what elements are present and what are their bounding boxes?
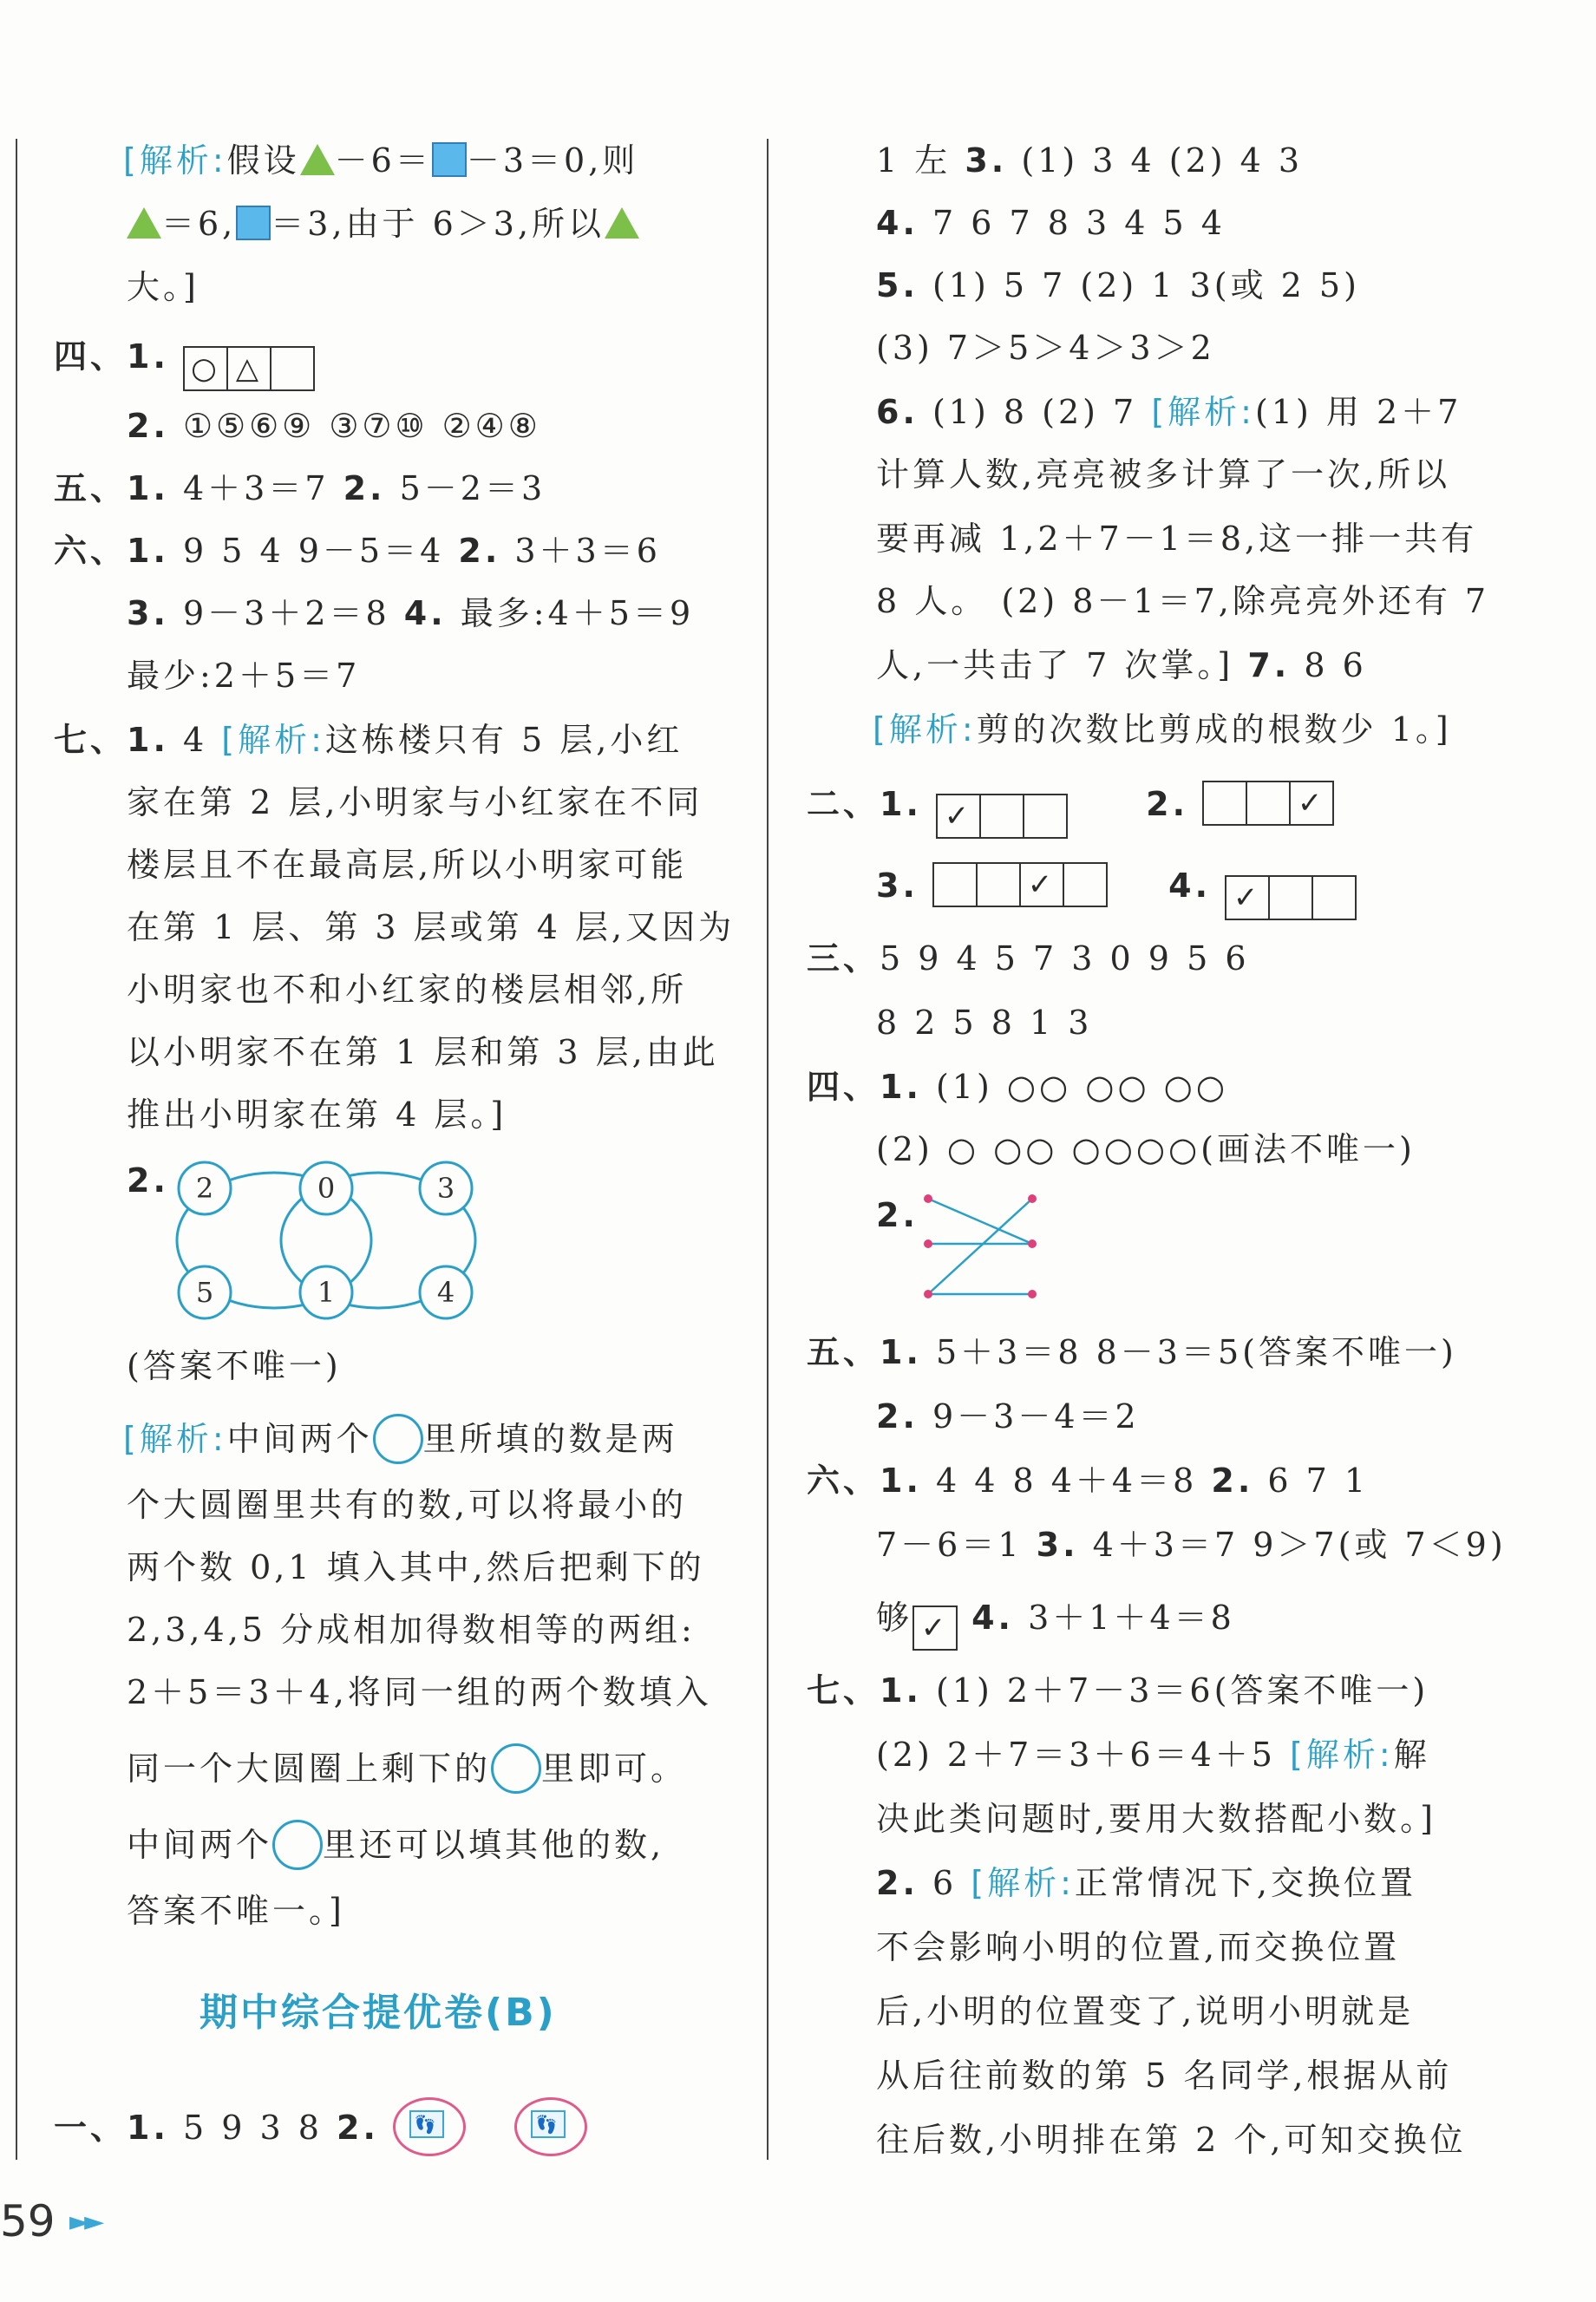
s7-line-2: 家在第 2 层,小明家与小红家在不同 [127, 783, 703, 821]
matching-lines-diagram [919, 1188, 1050, 1310]
check-box [1268, 875, 1313, 920]
check-boxes [1225, 875, 1355, 920]
e7-line-2: (2) 2＋7＝3＋6＝4＋5 [解析:解 [876, 1736, 1430, 1774]
triangle-icon [605, 207, 639, 239]
answer-box: ○ [183, 346, 228, 391]
connect-dot [1028, 1290, 1037, 1298]
connect-line [928, 1199, 1032, 1294]
section-4-1: 四、1. ○ △ [54, 335, 313, 391]
r-line-8: 8 人。 (2) 8－1＝7,除亮亮外还有 7 [876, 582, 1490, 620]
section-5: 五、1. 4＋3＝7 2. 5－2＝3 [54, 469, 546, 507]
explain-line-2: 个大圆圈里共有的数,可以将最小的 [127, 1486, 688, 1524]
connect-dot [924, 1290, 932, 1298]
e4-line-1: 四、1. (1) ○○ ○○ ○○ [807, 1068, 1228, 1106]
connect-dot [924, 1194, 932, 1203]
check-box [1246, 781, 1291, 826]
r-line-3: 5. (1) 5 7 (2) 1 3(或 2 5) [876, 266, 1360, 304]
e3-line-2: 8 2 5 8 1 3 [876, 1004, 1093, 1042]
r-line-9: 人,一共击了 7 次掌。] 7. 8 6 [876, 646, 1367, 684]
e2-row-2: 3. ✓ 4. ✓ [876, 862, 1355, 920]
analysis-tag: [解析: [123, 1420, 227, 1458]
empty-circle-icon [272, 1820, 323, 1870]
r-line-6: 计算人数,亮亮被多计算了一次,所以 [876, 455, 1451, 494]
e2-row-1: 二、1. ✓ 2. ✓ [807, 781, 1332, 839]
s7-2-label: 2. [127, 1161, 169, 1200]
e7-line-4: 2. 6 [解析:正常情况下,交换位置 [876, 1864, 1416, 1902]
diagram-number: 3 [436, 1172, 455, 1205]
check-boxes [936, 794, 1066, 839]
e4-2-label: 2. [876, 1196, 919, 1234]
r-line-2: 4. 7 6 7 8 3 4 5 4 [876, 204, 1226, 242]
page-number: 59 [0, 2196, 56, 2246]
check-boxes [1202, 781, 1332, 826]
section-6: 六、1. 9 5 4 9－5＝4 2. 3＋3＝6 [54, 532, 661, 570]
circle-number-diagram [170, 1154, 482, 1327]
check-box: ✓ [1225, 875, 1270, 920]
column-divider-line [767, 139, 769, 2160]
analysis-tag: [解析: [123, 141, 227, 180]
section-title: 期中综合提优卷(B) [200, 1991, 557, 2035]
b-section-1: 一、1. 5 9 3 8 2. 👣 👣 [54, 2097, 587, 2156]
empty-circle-icon [491, 1743, 541, 1794]
diagram-number: 4 [436, 1276, 455, 1309]
connect-dot [1028, 1194, 1037, 1203]
r-line-7: 要再减 1,2＋7－1＝8,这一排一共有 [876, 520, 1478, 558]
e7-line-8: 往后数,小明排在第 2 个,可知交换位 [876, 2121, 1467, 2159]
explain-line-3: 两个数 0,1 填入其中,然后把剩下的 [127, 1548, 705, 1586]
answer-box: △ [226, 346, 271, 391]
s7-line-6: 以小明家不在第 1 层和第 3 层,由此 [127, 1033, 719, 1071]
e4-line-2: (2) ○ ○○ ○○○○(画法不唯一) [876, 1130, 1416, 1168]
s7-line-3: 楼层且不在最高层,所以小明家可能 [127, 846, 688, 884]
shape-boxes [183, 346, 313, 391]
e7-line-1: 七、1. (1) 2＋7－3＝6(答案不唯一) [807, 1671, 1429, 1710]
empty-circle-icon [373, 1414, 423, 1464]
square-icon [432, 142, 467, 177]
analysis-tag: [解析: [1151, 393, 1255, 431]
left-line-2: ＝6, ＝3,由于 6＞3,所以 [127, 202, 639, 245]
section-6-3: 3. 9－3＋2＝8 4. 最多:4＋5＝9 [127, 594, 695, 632]
check-box [1311, 875, 1357, 920]
triangle-icon [127, 207, 161, 239]
e5-line-1: 五、1. 5＋3＝8 8－3＝5(答案不唯一) [807, 1333, 1457, 1371]
left-line-1: [解析:假设 －6＝ －3＝0,则 [123, 141, 639, 180]
diagram-number: 5 [195, 1276, 214, 1309]
explain-line-5: 2＋5＝3＋4,将同一组的两个数填入 [127, 1673, 712, 1711]
e7-line-3: 决此类问题时,要用大数搭配小数。] [876, 1800, 1436, 1838]
check-box [979, 794, 1024, 839]
explain-line-8: 答案不唯一。] [127, 1892, 345, 1930]
check-box [1063, 862, 1108, 907]
left-margin-line [16, 139, 17, 2160]
check-box: ✓ [936, 794, 981, 839]
e6-line-2: 7－6＝1 3. 4＋3＝7 9＞7(或 7＜9) [876, 1526, 1507, 1564]
s7-line-5: 小明家也不和小红家的楼层相邻,所 [127, 971, 688, 1009]
s7-line-4: 在第 1 层、第 3 层或第 4 层,又因为 [127, 908, 736, 946]
check-box [1023, 794, 1068, 839]
e5-line-2: 2. 9－3－4＝2 [876, 1397, 1140, 1435]
connect-dot [1028, 1239, 1037, 1248]
e7-line-6: 后,小明的位置变了,说明小明就是 [876, 1992, 1415, 2031]
diagram-number: 0 [317, 1172, 336, 1205]
answer-note: (答案不唯一) [127, 1347, 342, 1385]
square-icon [236, 206, 271, 240]
explain-line-6: 同一个大圆圈上剩下的 里即可。 [127, 1743, 687, 1794]
left-line-3: 大。] [127, 268, 200, 306]
r-line-1: 1 左 3. (1) 3 4 (2) 4 3 [876, 141, 1304, 180]
diagram-number: 2 [195, 1172, 214, 1205]
e3-line-1: 三、5 9 4 5 7 3 0 9 5 6 [807, 939, 1250, 978]
section-6-4b: 最少:2＋5＝7 [127, 657, 361, 695]
e7-line-7: 从后往前数的第 5 名同学,根据从前 [876, 2057, 1453, 2095]
e6-line-3: 够 ✓ 4. 3＋1＋4＝8 [876, 1596, 1235, 1651]
r-line-10: [解析:剪的次数比剪成的根数少 1。] [873, 710, 1452, 749]
e6-line-1: 六、1. 4 4 8 4＋4＝8 2. 6 7 1 [807, 1462, 1370, 1500]
check-box: ✓ [1019, 862, 1064, 907]
explain-line-7: 中间两个 里还可以填其他的数, [127, 1820, 664, 1870]
arrow-icon: ►► [69, 2207, 100, 2237]
e7-line-5: 不会影响小明的位置,而交换位置 [876, 1928, 1401, 1966]
footprint-icon: 👣 [514, 2097, 587, 2156]
analysis-tag: [解析: [971, 1864, 1075, 1902]
check-boxes [932, 862, 1106, 907]
section-4-2: 2. ①⑤⑥⑨ ③⑦⑩ ②④⑧ [127, 407, 541, 445]
check-box [976, 862, 1021, 907]
r-line-5: 6. (1) 8 (2) 7 [解析:(1) 用 2＋7 [876, 393, 1462, 431]
analysis-tag: [解析: [221, 721, 325, 759]
answer-box [270, 346, 315, 391]
analysis-tag: [解析: [873, 710, 977, 749]
r-line-4: (3) 7＞5＞4＞3＞2 [876, 329, 1215, 367]
footprint-icon: 👣 [393, 2097, 466, 2156]
connect-line [928, 1199, 1032, 1244]
s7-line-7: 推出小明家在第 4 层。] [127, 1095, 507, 1134]
explain-line-4: 2,3,4,5 分成相加得数相等的两组: [127, 1611, 696, 1649]
check-box [932, 862, 978, 907]
section-7-1: 七、1. 4 [解析:这栋楼只有 5 层,小红 [54, 721, 684, 759]
check-box: ✓ [1289, 781, 1334, 826]
explain-line-1: [解析:中间两个 里所填的数是两 [123, 1414, 678, 1464]
triangle-icon [300, 144, 335, 175]
diagram-number: 1 [317, 1276, 336, 1309]
check-box [1202, 781, 1247, 826]
check-box: ✓ [912, 1606, 958, 1651]
analysis-tag: [解析: [1290, 1736, 1394, 1774]
connect-dot [924, 1239, 932, 1248]
